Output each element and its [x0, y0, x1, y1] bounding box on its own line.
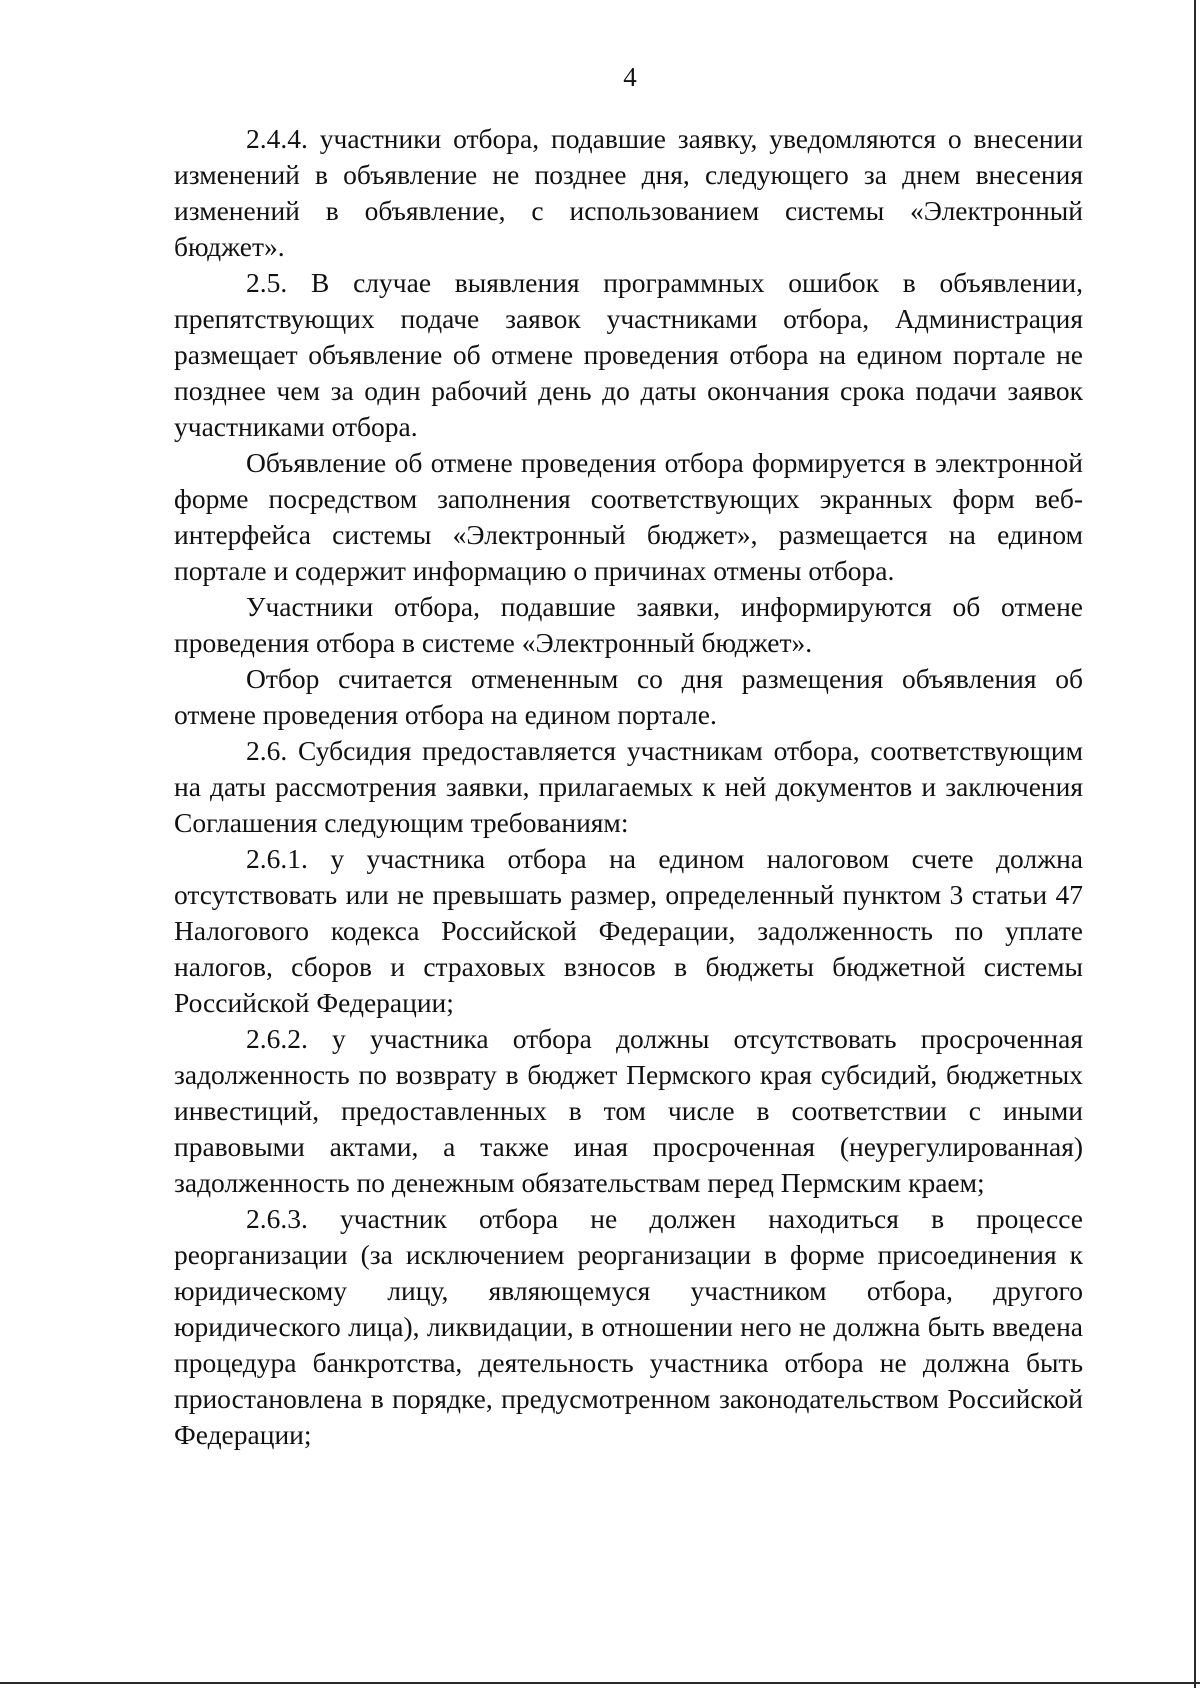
- paragraph-2-6-2: 2.6.2. у участника отбора должны отсутствовать просроченная задолженность по возврату в бюджет Пермского края субсидий, бюджетных инвестиций, предоставленных в том числе в соответствии с иными правовыми актами, а также иная просроченная (неурегулированная) задолженность по денежным обязательствам перед Пермским краем;: [174, 1023, 1083, 1198]
- paragraph-participants-informed: Участники отбора, подавшие заявки, информируются об отмене проведения отбора в системе «Электронный бюджет».: [174, 591, 1083, 658]
- scan-edge-right: [1194, 0, 1196, 1688]
- document-body: [174, 121, 1083, 1453]
- paragraph-selection-cancelled: Отбор считается отмененным со дня размещения объявления об отмене проведения отбора на едином портале.: [174, 663, 1083, 730]
- paragraph-2-6: 2.6. Субсидия предоставляется участникам отбора, соответствующим на даты рассмотрения заявки, прилагаемых к ней документов и заключения Соглашения следующим требованиям:: [174, 735, 1083, 838]
- paragraph-2-5: 2.5. В случае выявления программных ошибок в объявлении, препятствующих подаче заявок участниками отбора, Администрация размещает объявление об отмене проведения отбора на едином портале не позднее чем за один рабочий день до даты окончания срока подачи заявок участниками отбора.: [174, 267, 1083, 442]
- scan-edge-bottom: [0, 1682, 1200, 1684]
- paragraph-2-6-3: 2.6.3. участник отбора не должен находиться в процессе реорганизации (за исключением реорганизации в форме присоединения к юридическому лицу, являющемуся участником отбора, другого юридического лица), ликвидации, в отношении него не должна быть введена процедура банкротства, деятельность участника отбора не должна быть приостановлена в порядке, предусмотренном законодательством Российской Федерации;: [174, 1203, 1083, 1450]
- paragraph-announcement-form: Объявление об отмене проведения отбора формируется в электронной форме посредством заполнения соответствующих экранных форм веб-интерфейса системы «Электронный бюджет», размещается на едином портале и содержит информацию о причинах отмены отбора.: [174, 447, 1083, 586]
- paragraph-2-4-4: 2.4.4. участники отбора, подавшие заявку, уведомляются о внесении изменений в объявление не позднее дня, следующего за днем внесения изменений в объявление, с использованием системы «Электронный бюджет».: [174, 123, 1083, 262]
- paragraph-2-6-1: 2.6.1. у участника отбора на едином налоговом счете должна отсутствовать или не превышать размер, определенный пунктом 3 статьи 47 Налогового кодекса Российской Федерации, задолженность по уплате налогов, сборов и страховых взносов в бюджеты бюджетной системы Российской Федерации;: [174, 843, 1083, 1018]
- page-number: 4: [623, 62, 637, 92]
